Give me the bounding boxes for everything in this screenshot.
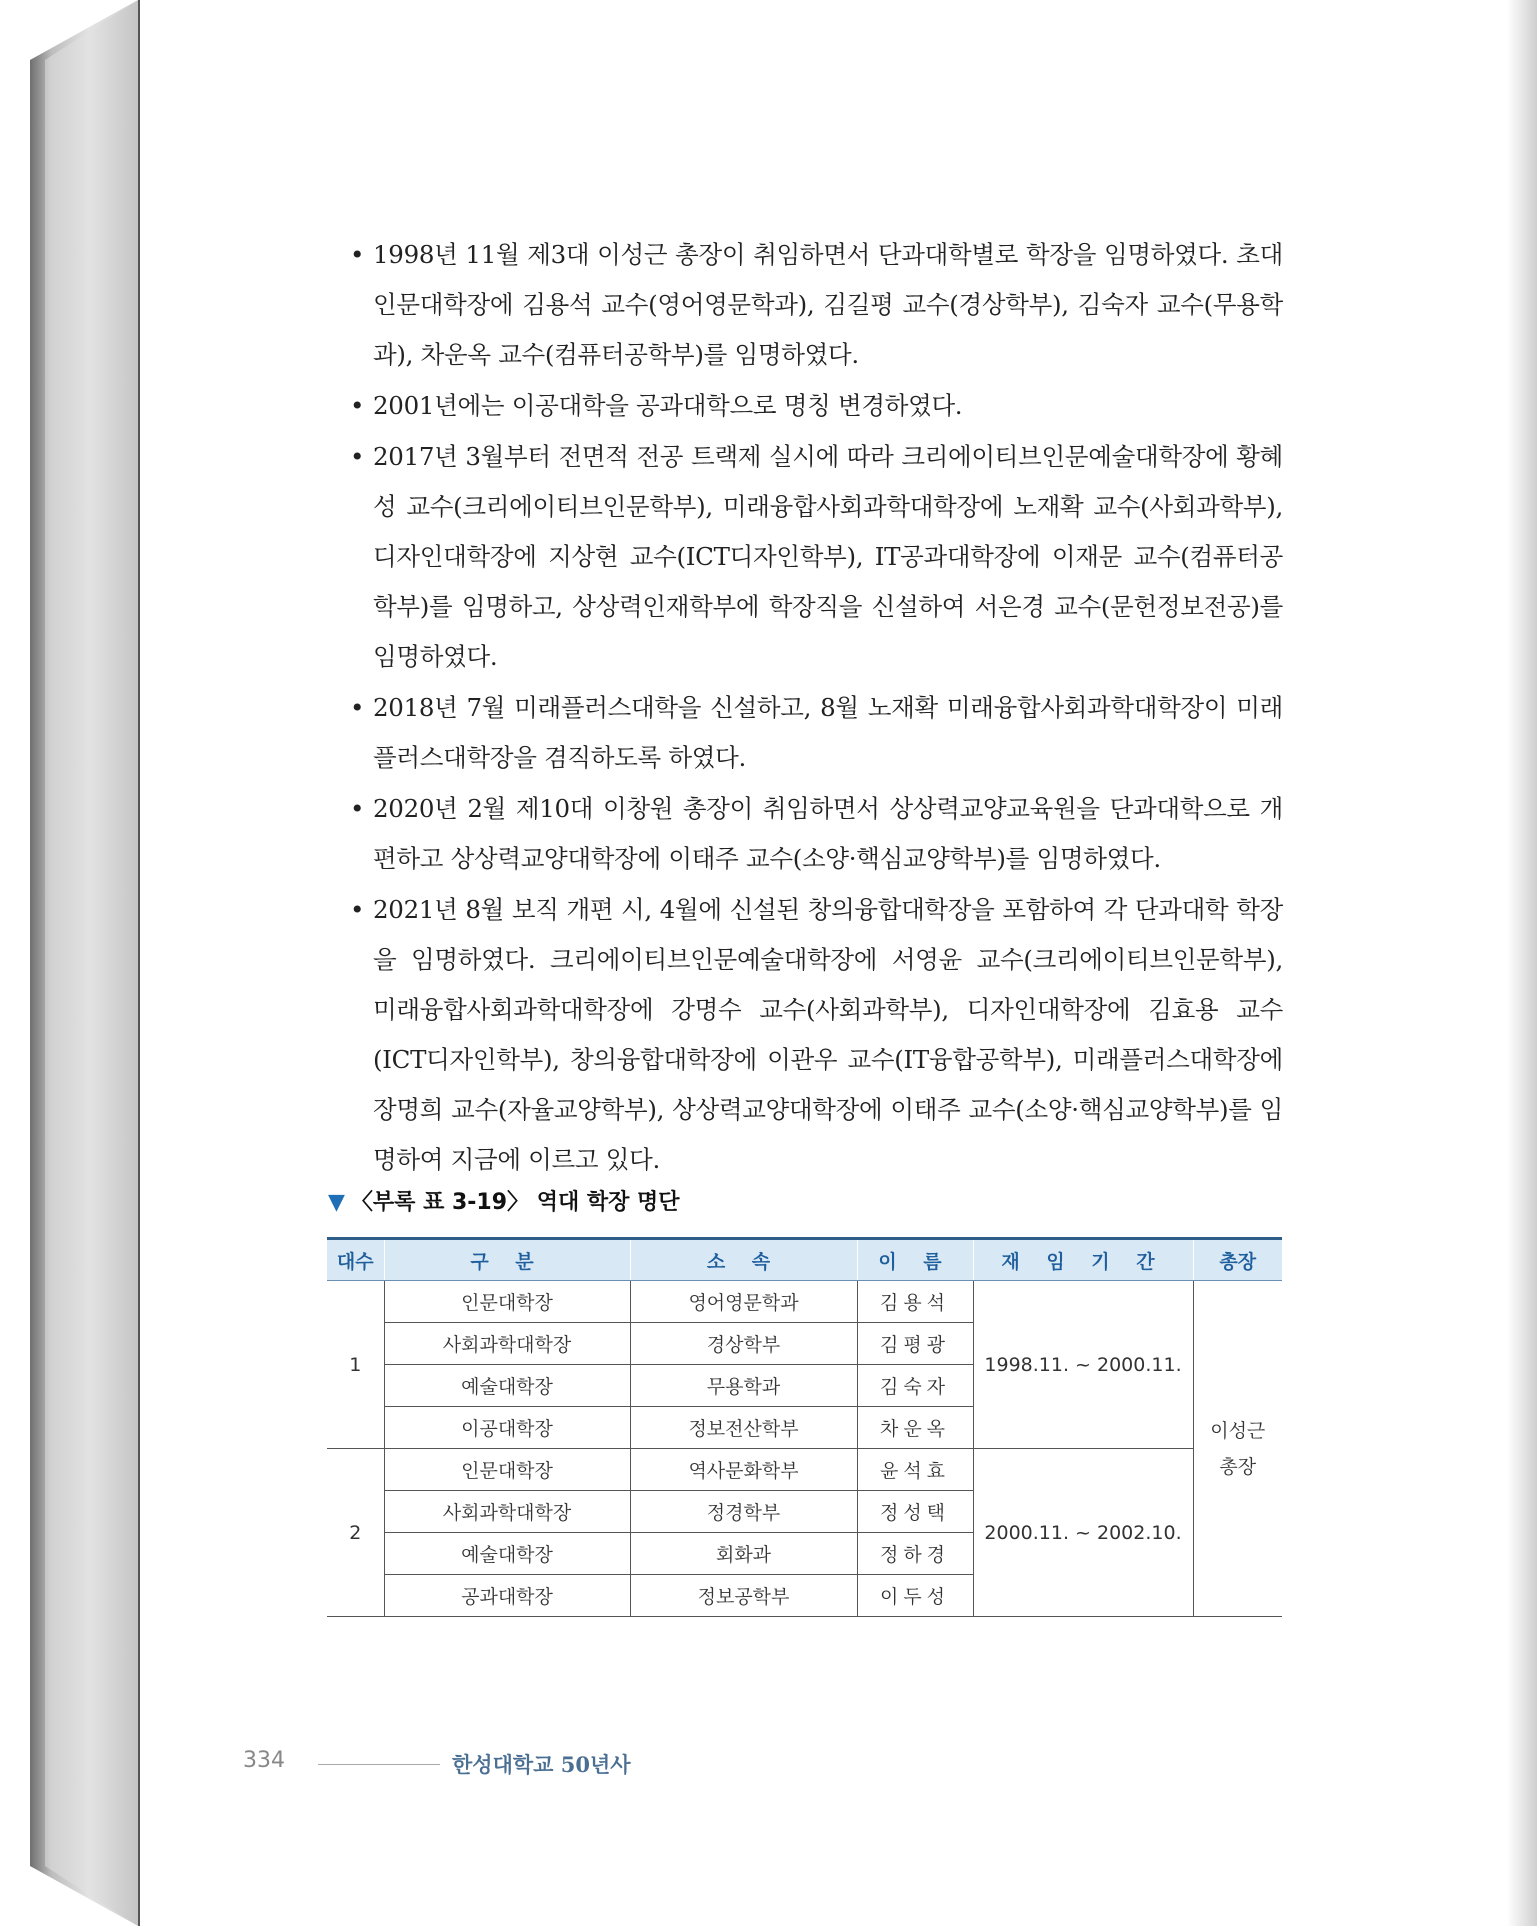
header-period: 재 임 기 간 (973, 1239, 1193, 1281)
bullet-dot-icon: • (350, 442, 365, 471)
table-caption (328, 1185, 680, 1216)
table-header-row (327, 1239, 1282, 1281)
president-name: 이성근 (1210, 1419, 1266, 1442)
period-cell: 2000.11. ~ 2002.10. (973, 1449, 1193, 1617)
division-cell: 인문대학장 (384, 1281, 630, 1323)
bullet-text: 2021년 8월 보직 개편 시, 4월에 신설된 창의융합대학장을 포함하여 각 단과대학 학장을 임명하였다. 크리에이티브인문예술대학장에 서영윤 교수(크리에이티브인문학부), 미래융합사회과학대학장에 강명수 교수(사회과학부), 디자인대학장에 김효용 교수(ICT디자인학부), 창의융합대학장에 이관우 교수(IT융합공학부), 미래플러스대학장에 장명희 교수(자율교양학부), 상상력교양대학장에 이태주 교수(소양·핵심교양학부)를 임명하여 지금에 이르고 있다. (373, 895, 1283, 1174)
header-term: 대수 (327, 1239, 384, 1281)
name-cell: 김평광 (857, 1323, 973, 1365)
bullet-item (348, 885, 1283, 1185)
division-cell: 공과대학장 (384, 1575, 630, 1617)
bullet-list (348, 230, 1283, 1186)
bullet-item (348, 381, 1283, 431)
name-cell: 이두성 (857, 1575, 973, 1617)
header-division: 구 분 (384, 1239, 630, 1281)
bullet-text: 2020년 2월 제10대 이창원 총장이 취임하면서 상상력교양교육원을 단과대학으로 개편하고 상상력교양대학장에 이태주 교수(소양·핵심교양학부)를 임명하였다. (373, 794, 1283, 873)
affiliation-cell: 정경학부 (630, 1491, 857, 1533)
division-cell: 이공대학장 (384, 1407, 630, 1449)
division-cell: 사회과학대학장 (384, 1323, 630, 1365)
bullet-dot-icon: • (350, 895, 365, 924)
division-cell: 인문대학장 (384, 1449, 630, 1491)
header-affiliation: 소 속 (630, 1239, 857, 1281)
header-name: 이 름 (857, 1239, 973, 1281)
name-cell: 김숙자 (857, 1365, 973, 1407)
bullet-text: 2001년에는 이공대학을 공과대학으로 명칭 변경하였다. (373, 391, 963, 420)
bullet-dot-icon: • (350, 391, 365, 420)
bullet-item (348, 784, 1283, 884)
president-title: 총장 (1219, 1455, 1257, 1478)
affiliation-cell: 경상학부 (630, 1323, 857, 1365)
page-right-shadow (1507, 0, 1537, 1926)
president-cell (1193, 1281, 1282, 1617)
page-number: 334 (243, 1748, 285, 1773)
table-caption-text: 〈부록 표 3-19〉 역대 학장 명단 (350, 1190, 680, 1215)
division-cell: 사회과학대학장 (384, 1491, 630, 1533)
bullet-text: 2018년 7월 미래플러스대학을 신설하고, 8월 노재확 미래융합사회과학대학장이 미래플러스대학장을 겸직하도록 하였다. (373, 693, 1283, 772)
bullet-text: 2017년 3월부터 전면적 전공 트랙제 실시에 따라 크리에이티브인문예술대학장에 황혜성 교수(크리에이티브인문학부), 미래융합사회과학대학장에 노재확 교수(사회과학부), 디자인대학장에 지상현 교수(ICT디자인학부), IT공과대학장에 이재문 교수(컴퓨터공학부)를 임명하고, 상상력인재학부에 학장직을 신설하여 서은경 교수(문헌정보전공)를 임명하였다. (373, 442, 1283, 671)
bullet-dot-icon: • (350, 794, 365, 823)
name-cell: 정하경 (857, 1533, 973, 1575)
name-cell: 정성택 (857, 1491, 973, 1533)
name-cell: 김용석 (857, 1281, 973, 1323)
affiliation-cell: 역사문화학부 (630, 1449, 857, 1491)
division-cell: 예술대학장 (384, 1365, 630, 1407)
period-cell: 1998.11. ~ 2000.11. (973, 1281, 1193, 1449)
affiliation-cell: 영어영문학과 (630, 1281, 857, 1323)
division-cell: 예술대학장 (384, 1533, 630, 1575)
table-row (327, 1281, 1282, 1323)
deans-table (327, 1237, 1282, 1617)
bullet-item (348, 230, 1283, 380)
affiliation-cell: 회화과 (630, 1533, 857, 1575)
header-president: 총장 (1193, 1239, 1282, 1281)
triangle-down-icon: ▼ (328, 1190, 345, 1215)
footer-book-title: 한성대학교 50년사 (452, 1752, 631, 1777)
book-spine-highlight (45, 0, 138, 1926)
table-row (327, 1449, 1282, 1491)
bullet-dot-icon: • (350, 240, 365, 269)
name-cell: 윤석효 (857, 1449, 973, 1491)
footer-divider (318, 1764, 440, 1765)
affiliation-cell: 정보전산학부 (630, 1407, 857, 1449)
bullet-item (348, 432, 1283, 682)
term-cell: 2 (327, 1449, 384, 1617)
affiliation-cell: 무용학과 (630, 1365, 857, 1407)
term-cell: 1 (327, 1281, 384, 1449)
bullet-text: 1998년 11월 제3대 이성근 총장이 취임하면서 단과대학별로 학장을 임명하였다. 초대 인문대학장에 김용석 교수(영어영문학과), 김길평 교수(경상학부), 김숙자 교수(무용학과), 차운옥 교수(컴퓨터공학부)를 임명하였다. (373, 240, 1283, 369)
affiliation-cell: 정보공학부 (630, 1575, 857, 1617)
bullet-dot-icon: • (350, 693, 365, 722)
name-cell: 차운옥 (857, 1407, 973, 1449)
bullet-item (348, 683, 1283, 783)
